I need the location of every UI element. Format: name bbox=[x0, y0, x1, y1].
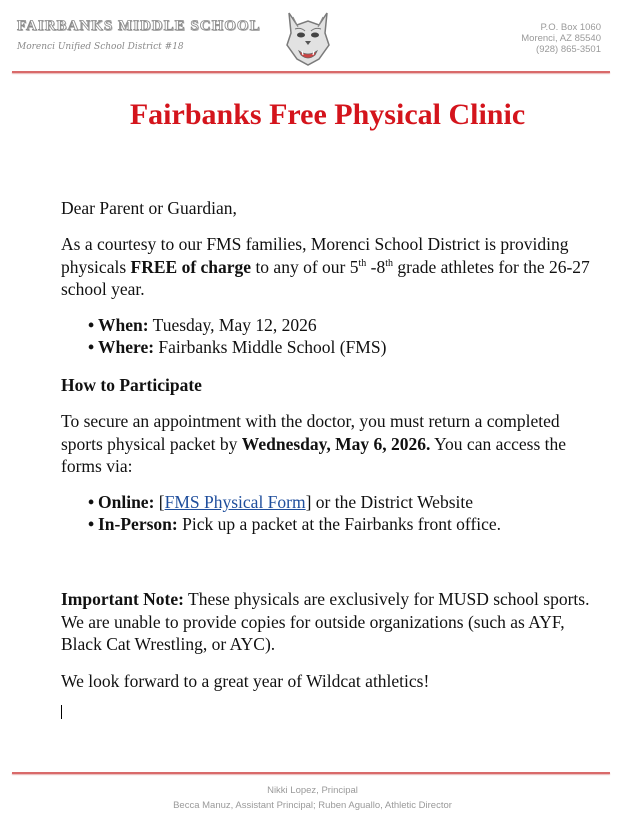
fms-physical-form-link[interactable]: FMS Physical Form bbox=[164, 492, 306, 512]
page-title: Fairbanks Free Physical Clinic bbox=[129, 98, 526, 131]
access-options-list bbox=[88, 491, 501, 535]
list-item-online: • Online: [FMS Physical Form] or the District Website bbox=[88, 492, 474, 512]
wildcat-logo-icon bbox=[283, 7, 333, 67]
intro-paragraph: As a courtesy to our FMS families, Morenci School District is providing physicals FREE of charge to any of our 5th -8th grade athletes for the 26-27 school year. bbox=[61, 234, 590, 299]
school-address bbox=[521, 22, 601, 55]
address-line-1: P.O. Box 1060 bbox=[540, 22, 601, 33]
important-note: Important Note: These physicals are exclusively for MUSD school sports. We are unable to provide copies for outside organizations (such as AYF, Black Cat Wrestling, or AYC). bbox=[61, 589, 590, 654]
free-emphasis: FREE of charge bbox=[130, 256, 252, 277]
salutation: Dear Parent or Guardian, bbox=[61, 198, 237, 218]
footer-staff: Becca Manuz, Assistant Principal; Ruben Aguallo, Athletic Director bbox=[173, 800, 452, 811]
district-name: Morenci Unified School District #18 bbox=[17, 42, 184, 52]
phone-number: (928) 865-3501 bbox=[536, 44, 601, 55]
list-item-when: • When: Tuesday, May 12, 2026 bbox=[88, 315, 317, 335]
closing-line: We look forward to a great year of Wildcat athletics! bbox=[61, 671, 430, 691]
participate-heading: How to Participate bbox=[61, 375, 202, 395]
address-line-2: Morenci, AZ 85540 bbox=[521, 33, 601, 44]
footer-divider bbox=[12, 772, 610, 774]
footer-principal: Nikki Lopez, Principal bbox=[267, 785, 358, 796]
school-name: FAIRBANKS MIDDLE SCHOOL bbox=[17, 18, 261, 34]
event-details-list bbox=[88, 314, 386, 358]
footer bbox=[0, 783, 625, 813]
letterhead bbox=[0, 0, 625, 80]
header-divider bbox=[12, 71, 610, 73]
text-cursor bbox=[61, 705, 62, 719]
list-item-where: • Where: Fairbanks Middle School (FMS) bbox=[88, 337, 387, 357]
list-item-in-person: • In-Person: Pick up a packet at the Fairbanks front office. bbox=[88, 514, 502, 534]
participate-paragraph: To secure an appointment with the doctor, you must return a completed sports physical packet by Wednesday, May 6, 2026. You can access the forms via: bbox=[61, 411, 567, 476]
